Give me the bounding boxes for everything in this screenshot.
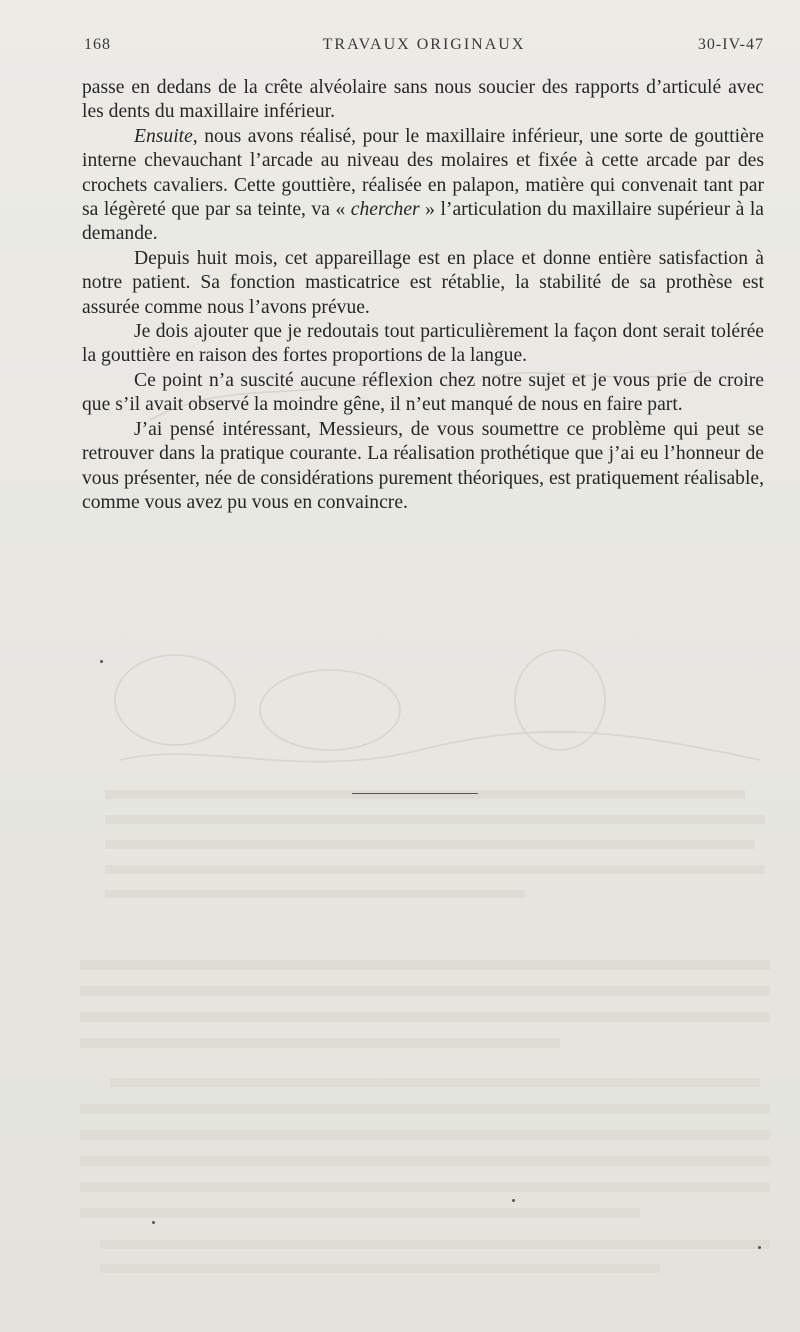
- text-run: Je dois ajouter que je redoutais tout particulièrement la façon dont serait tolérée la gouttière en raison des fortes proportions de la langue.: [82, 321, 764, 367]
- italic-run: Ensuite: [134, 125, 193, 147]
- paragraph: [82, 369, 764, 418]
- article-body: [82, 76, 764, 515]
- issue-date: 30-IV-47: [697, 36, 764, 53]
- print-speck: [758, 1246, 761, 1249]
- text-run: Depuis huit mois, cet appareillage est en place et donne entière satisfaction à notre patient. Sa fonction masticatrice est rétablie, la stabilité de sa prothèse est assurée comme nous l’avons prévue.: [82, 247, 764, 318]
- text-run: Ce point n’a suscité aucune réflexion chez notre sujet et je vous prie de croire que s’il avait observé la moindre gêne, il n’eut manqué de nous en faire part.: [82, 369, 764, 416]
- print-speck: [100, 660, 103, 663]
- print-speck: [512, 1199, 515, 1202]
- paragraph: [82, 125, 764, 247]
- page-number: 168: [84, 36, 111, 53]
- paragraph: [82, 247, 764, 320]
- text-run: J’ai pensé intéressant, Messieurs, de vous soumettre ce problème qui peut se retrouver dans la pratique courante. La réalisation prothétique que j’ai eu l’honneur de vous présenter, née de considérations purement théoriques, est pratiquement réalisable, comme vous avez pu vous en convaincre.: [82, 418, 764, 513]
- text-run: , nous avons réalisé, pour le maxillaire inférieur, une sorte de gouttière interne chevauchant l’arcade au niveau des molaires et fixée à cette arcade par des crochets cavaliers. Cette gouttière, réalisée en palapon, matière qui convenait tant par sa légèreté que par sa teinte, va «: [82, 125, 764, 221]
- paragraph: [82, 418, 764, 516]
- text-run: » l’articulation du maxillaire supérieur à la demande.: [82, 199, 764, 245]
- page-header: [84, 36, 764, 60]
- italic-run: chercher: [350, 199, 420, 221]
- paragraph: [82, 76, 764, 125]
- section-end-rule: [352, 793, 478, 794]
- paragraph: [82, 320, 764, 369]
- text-run: passe en dedans de la crête alvéolaire sans nous soucier des rapports d’articulé avec les dents du maxillaire inférieur.: [82, 77, 764, 123]
- print-speck: [152, 1221, 155, 1224]
- running-title: TRAVAUX ORIGINAUX: [322, 36, 526, 53]
